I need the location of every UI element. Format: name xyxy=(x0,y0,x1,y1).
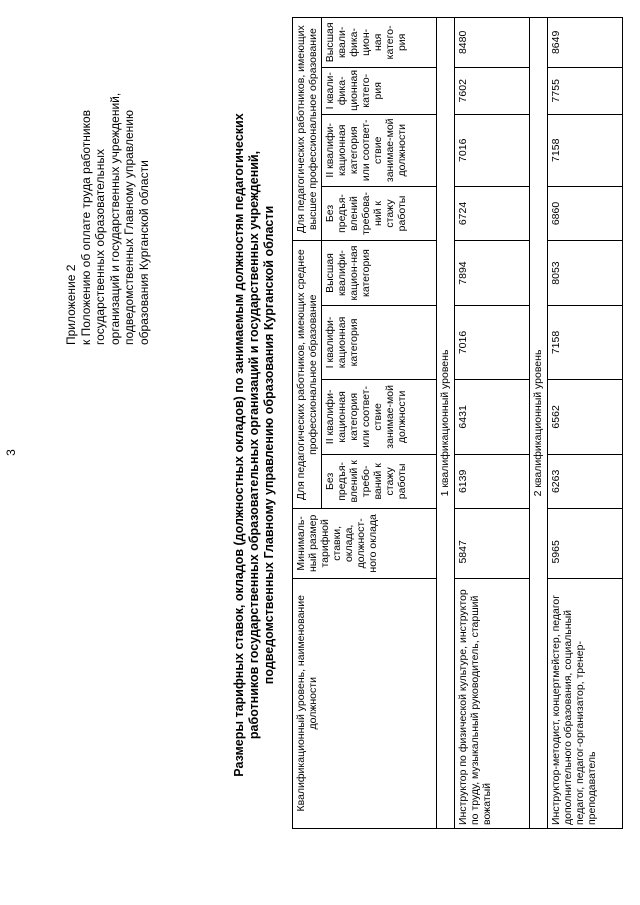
document-title-line: работников государственных образовательных организаций и государственных учреждений, xyxy=(247,150,261,740)
column-header-secondary-no-experience: Без предъя-влений к требо-ваний к стажу работы xyxy=(322,454,437,509)
min-rate-cell: 5965 xyxy=(548,509,623,578)
value-cell: 7158 xyxy=(548,305,623,379)
column-header-higher-category-1: I квали-фика-ционная катего-рия xyxy=(322,67,437,114)
value-cell: 6431 xyxy=(455,380,530,454)
value-cell: 6724 xyxy=(455,186,530,241)
salary-rates-table xyxy=(292,17,623,829)
value-cell: 8053 xyxy=(548,241,623,306)
column-header-higher-no-experience: Без предъя-влений требова-ний к стажу работы xyxy=(322,186,437,241)
value-cell: 8480 xyxy=(455,18,530,68)
column-header-secondary-category-2: II квалифи-кационная категория или соответ-ствие занимае-мой должности xyxy=(322,380,437,454)
column-group-secondary-education: Для педагогических работников, имеющих среднее профессиональное образование xyxy=(293,241,322,509)
appendix-line: государственных образовательных xyxy=(93,149,107,345)
appendix-line: подведомственных Главному управлению xyxy=(122,110,136,345)
table-row xyxy=(548,18,623,829)
column-group-higher-education: Для педагогических работников, имеющих высшее профессиональное образование xyxy=(293,18,322,241)
column-header-secondary-category-1: I квалифи-кационная категория xyxy=(322,305,437,379)
appendix-line: к Положению об оплате труда работников xyxy=(78,109,93,345)
value-cell: 7016 xyxy=(455,305,530,379)
column-header-higher-category-2: II квалифи-кационная категория или соответ-ствие занимае-мой должности xyxy=(322,114,437,186)
value-cell: 7755 xyxy=(548,67,623,114)
value-cell: 6860 xyxy=(548,186,623,241)
table-row xyxy=(455,18,530,829)
column-header-higher-highest: Высшая квали-фика-цион-ная катего-рия xyxy=(322,18,437,68)
document-title xyxy=(232,85,277,805)
appendix-block xyxy=(64,25,151,345)
min-rate-cell: 5847 xyxy=(455,509,530,578)
value-cell: 7894 xyxy=(455,241,530,306)
appendix-line: образования Курганской области xyxy=(136,160,151,345)
column-header-secondary-highest: Высшая квалифи-кацион-ная категория xyxy=(322,241,437,306)
column-header-position: Квалификационный уровень, наименование должности xyxy=(293,578,437,828)
column-header-min-rate: Минималь-ный размер тарифной ставки, оклада, должност-ного оклада xyxy=(293,509,437,578)
value-cell: 7602 xyxy=(455,67,530,114)
qualification-level-label: 1 квалификационный уровень xyxy=(437,18,455,829)
document-title-line: подведомственных Главному управлению образования Курганской области xyxy=(262,205,276,685)
qualification-level-label: 2 квалификационный уровень xyxy=(530,18,548,829)
value-cell: 7158 xyxy=(548,114,623,186)
position-cell: Инструктор по физической культуре, инструктор по труду, музыкальный руководитель, старший вожатый xyxy=(455,578,530,828)
appendix-line: организаций и государственных учреждений, xyxy=(107,92,122,345)
value-cell: 6263 xyxy=(548,454,623,509)
qualification-level-row xyxy=(437,18,455,829)
value-cell: 7016 xyxy=(455,114,530,186)
position-cell: Инструктор-методист, концертмейстер, педагог дополнительного образования, социальный педагог, педагог-организатор, тренер-преподаватель xyxy=(548,578,623,828)
appendix-title: Приложение 2 xyxy=(64,264,78,345)
value-cell: 6562 xyxy=(548,380,623,454)
page-number: 3 xyxy=(4,449,18,456)
table-header-row xyxy=(293,18,322,829)
qualification-level-row xyxy=(530,18,548,829)
value-cell: 8649 xyxy=(548,18,623,68)
value-cell: 6139 xyxy=(455,454,530,509)
document-title-line: Размеры тарифных ставок, окладов (должностных окладов) по занимаемым должностям педагогических xyxy=(232,113,246,777)
